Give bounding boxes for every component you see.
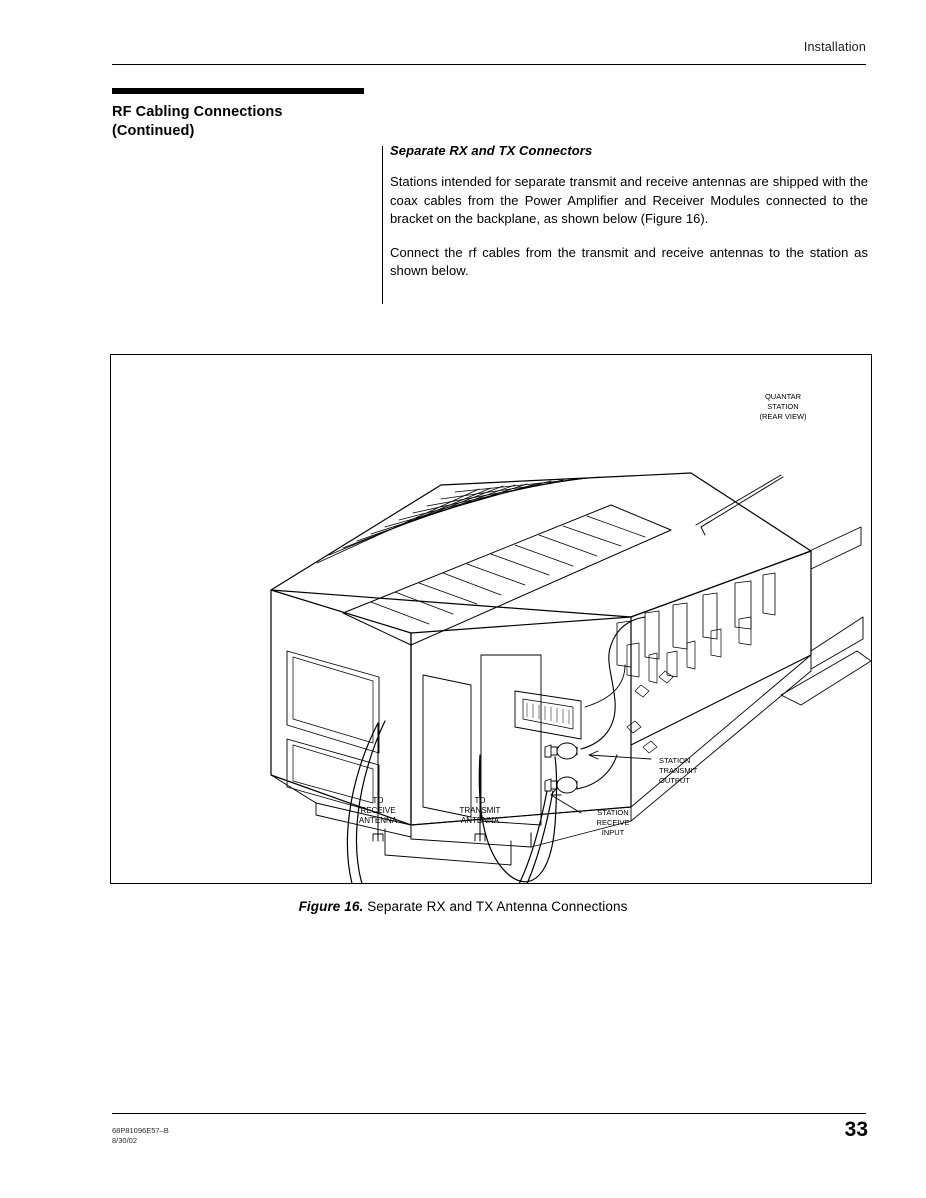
figure-label-quantar-station [759,392,807,421]
svg-text:(REAR VIEW): (REAR VIEW) [759,412,807,421]
svg-text:TO: TO [372,796,384,805]
svg-text:STATION: STATION [659,756,691,765]
section-accent-bar [112,88,364,94]
figure-caption-number: Figure 16. [298,899,364,914]
footer-divider [112,1113,866,1114]
svg-text:ANTENNA: ANTENNA [460,816,500,825]
svg-text:STATION: STATION [767,402,799,411]
section-heading-line2: (Continued) [112,123,195,139]
body-column [390,143,868,296]
figure-16-illustration [110,354,872,884]
svg-text:RECEIVE: RECEIVE [360,806,396,815]
figure-caption-text: Separate RX and TX Antenna Connections [367,899,628,914]
svg-text:INPUT: INPUT [601,828,625,837]
figure-label-station-receive-input [597,808,630,837]
svg-text:STATION: STATION [597,808,629,817]
running-head: Installation [803,40,866,54]
svg-text:OUTPUT: OUTPUT [659,776,690,785]
figure-label-station-transmit-output [659,756,698,785]
figure-label-to-transmit-antenna [460,796,501,825]
svg-text:TRANSMIT: TRANSMIT [459,806,501,815]
figure-label-to-receive-antenna [359,796,398,825]
svg-text:RECEIVE: RECEIVE [596,818,630,827]
svg-text:TO: TO [474,796,486,805]
header-divider [112,64,866,65]
page-number: 33 [844,1118,868,1141]
svg-text:ANTENNA: ANTENNA [358,816,398,825]
body-paragraph-2: Connect the rf cables from the transmit and receive antennas to the station as shown below. [390,244,868,278]
footer-document-id [112,1126,169,1146]
section-heading [112,103,392,141]
body-subheading: Separate RX and TX Connectors [390,143,593,158]
body-paragraph-1: Stations intended for separate transmit and receive antennas are shipped with the coax cables from the Power Amplifier and Receiver Modules connected to the bracket on the backplane, as shown below (Figure 16). [390,174,868,226]
station-rear-view-drawing [111,355,871,883]
footer-doc-number: 68P81096E57–B [112,1126,169,1135]
svg-text:TRANSMIT: TRANSMIT [659,766,698,775]
svg-text:QUANTAR: QUANTAR [764,392,802,401]
figure-caption [0,899,926,914]
section-heading-line1: RF Cabling Connections [112,104,283,120]
footer-doc-date: 8/30/02 [112,1136,138,1145]
